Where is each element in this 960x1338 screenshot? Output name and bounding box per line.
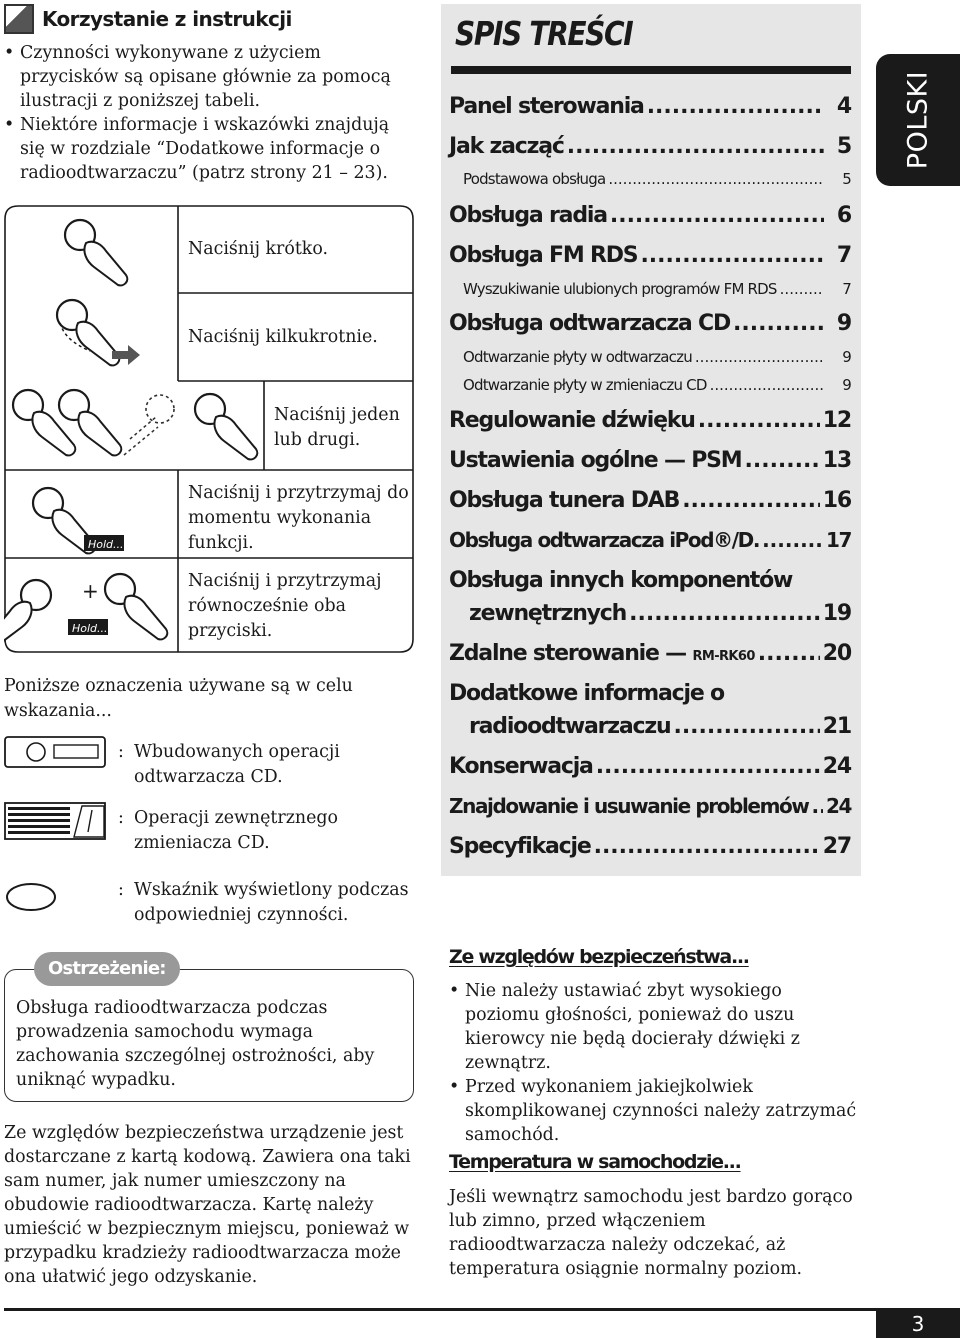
marker-colon: : — [118, 880, 124, 900]
marker-row — [4, 878, 414, 930]
toc-leader — [780, 280, 824, 298]
toc-entry-label: Odtwarzanie płyty w zmieniaczu CD — [463, 376, 707, 394]
marker-row — [4, 806, 414, 858]
finger-either-press-icon — [13, 390, 257, 459]
marker-colon: : — [118, 742, 124, 762]
toc-entry-label: Obsługa odtwarzacza CD — [449, 311, 731, 336]
toc-leader — [608, 170, 824, 188]
code-card-paragraph: Ze względów bezpieczeństwa urządzenie jest dostarczane z kartą kodową. Zawiera ona taki sam numer, jak numer umieszczony na obudowie radioodtwarzacza. Kartę należy umieścić w bezpiecznym miejscu, ponieważ w przypadku kradzieży radioodtwarzacza może ona ułatwić jego odzyskanie. — [4, 1123, 411, 1287]
toc-entry-continuation[interactable] — [469, 601, 851, 626]
toc-title: SPIS TREŚCI — [455, 14, 633, 53]
finger-repeat-press-icon — [57, 300, 140, 365]
finger-hold-icon — [33, 488, 127, 553]
toc-entry-label: Regulowanie dźwięku — [449, 408, 695, 433]
toc-entry[interactable] — [449, 311, 851, 336]
toc-subentry[interactable] — [463, 280, 851, 298]
indicator-oval-icon — [4, 882, 60, 914]
toc-entry-page: 7 — [842, 280, 851, 298]
toc-entry-page: 9 — [842, 376, 851, 394]
warning-text: Obsługa radioodtwarzacza podczas prowadzenia samochodu wymaga zachowania szczególnej ostrożności, aby uniknąć wypadku. — [16, 998, 375, 1090]
builtin-cd-icon — [4, 736, 108, 770]
toc-entry-label: Obsługa innych komponentów — [449, 568, 793, 593]
language-tab-label: POLSKI — [902, 70, 934, 170]
toc-entry-label: Podstawowa obsługa — [463, 170, 606, 188]
footer-rule — [4, 1308, 960, 1311]
toc-entry-page: 6 — [836, 203, 851, 228]
instruction-text: Naciśnij jeden lub drugi. — [274, 405, 400, 450]
toc-entry-page: 27 — [822, 834, 851, 859]
toc-subentry[interactable] — [463, 376, 851, 394]
safety-heading: Ze względów bezpieczeństwa... — [449, 946, 749, 968]
toc-leader — [682, 488, 820, 513]
toc-entry[interactable] — [449, 203, 851, 228]
usage-heading — [4, 4, 292, 34]
toc-entry-page: 24 — [825, 794, 851, 818]
toc-entry-label-main: Zdalne sterowanie — — [449, 641, 693, 666]
two-finger-hold-icon — [4, 574, 167, 645]
toc-entry[interactable] — [449, 641, 851, 666]
toc-entry-label: radioodtwarzaczu — [469, 714, 671, 739]
toc-entry-page: 17 — [825, 528, 851, 552]
toc-leader — [567, 134, 824, 159]
warning-badge: Ostrzeżenie: — [34, 952, 180, 986]
safety-bullet: • Przed wykonaniem jakiejkolwiek skomplikowanej czynności należy zatrzymać samochód. — [449, 1075, 859, 1147]
toc-entry-page: 16 — [822, 488, 851, 513]
toc-entry[interactable] — [449, 408, 851, 433]
toc-subentry[interactable] — [463, 348, 851, 366]
instruction-text: Naciśnij i przytrzymaj równocześnie oba przyciski. — [188, 571, 382, 641]
toc-entry-page: 9 — [842, 348, 851, 366]
temperature-heading: Temperatura w samochodzie... — [449, 1151, 741, 1173]
marker-colon: : — [118, 808, 124, 828]
marker-text: Wbudowanych operacji odtwarzacza CD. — [134, 742, 340, 787]
toc-leader — [594, 834, 820, 859]
toc-entry-label: Obsługa radia — [449, 203, 607, 228]
toc-entry-page: 9 — [836, 311, 851, 336]
instruction-text: Naciśnij krótko. — [188, 239, 329, 259]
toc-entry-page: 24 — [822, 754, 851, 779]
toc-entry-label: Panel sterowania — [449, 94, 644, 119]
toc-entry-label: Specyfikacje — [449, 834, 591, 859]
toc-entry-label: Ustawienia ogólne — PSM — [449, 448, 742, 473]
toc-entry[interactable] — [449, 754, 851, 779]
toc-entry-page: 13 — [822, 448, 851, 473]
instruction-text: Naciśnij kilkukrotnie. — [188, 327, 378, 347]
toc-entry[interactable] — [449, 794, 851, 818]
toc-entry-page: 7 — [836, 243, 851, 268]
temperature-text: Jeśli wewnątrz samochodu jest bardzo gorąco lub zimno, przed włączeniem radioodtwarzacza należy odczekać, aż temperatura osiągnie normalny poziom. — [449, 1187, 853, 1279]
toc-leader — [811, 794, 823, 818]
instruction-table — [4, 205, 414, 653]
usage-heading-title: Korzystanie z instrukcji — [42, 7, 292, 31]
toc-entry-page: 21 — [822, 714, 851, 739]
toc-entry-continuation[interactable] — [469, 714, 851, 739]
toc-entry-label — [449, 641, 755, 666]
toc-entry-label: Obsługa tunera DAB — [449, 488, 680, 513]
toc-leader — [733, 311, 824, 336]
toc-entry[interactable] — [449, 488, 851, 513]
toc-leader — [695, 348, 824, 366]
plus-sign: + — [82, 579, 99, 603]
marker-row — [4, 740, 414, 792]
toc-leader — [698, 408, 820, 433]
toc-entry-label: zewnętrznych — [469, 601, 627, 626]
hold-tag: Hold.... — [88, 538, 128, 551]
safety-bullet: • Nie należy ustawiać zbyt wysokiego poziomu głośności, ponieważ do uszu kierowcy nie będą docierały dźwięki z zewnątrz. — [449, 979, 859, 1075]
toc-subentry[interactable] — [463, 170, 851, 188]
toc-leader — [673, 714, 819, 739]
safety-list — [449, 979, 859, 1147]
toc-leader — [762, 528, 823, 552]
toc-entry-page: 20 — [822, 641, 851, 666]
toc-leader — [647, 94, 824, 119]
toc-entry-page: 5 — [836, 134, 851, 159]
intro-bullet: • Czynności wykonywane z użyciem przycisków są opisane głównie za pomocą ilustracji z poniższej tabeli. — [4, 41, 408, 113]
toc-entry[interactable] — [449, 681, 851, 706]
toc-entry-model: RM-RK60 — [692, 649, 755, 664]
toc-entry-label: Konserwacja — [449, 754, 593, 779]
toc-leader — [610, 203, 824, 228]
intro-list — [4, 41, 408, 185]
toc-leader — [629, 601, 820, 626]
toc-entry-label: Jak zacząć — [449, 134, 564, 159]
toc-leader — [640, 243, 824, 268]
toc-leader — [758, 641, 820, 666]
hold-tag: Hold.... — [72, 622, 112, 635]
instruction-text: Naciśnij i przytrzymaj do momentu wykonania funkcji. — [188, 483, 409, 553]
toc-entry[interactable] — [449, 568, 851, 593]
toc-entry-page: 12 — [822, 408, 851, 433]
toc-entry[interactable] — [449, 448, 851, 473]
page-number: 3 — [876, 1311, 960, 1338]
toc-entry-label: Wyszukiwanie ulubionych programów FM RDS — [463, 280, 777, 298]
toc-entry-label: Dodatkowe informacje o — [449, 681, 724, 706]
toc-entry[interactable] — [449, 834, 851, 859]
marker-text: Operacji zewnętrznego zmieniacza CD. — [134, 808, 338, 853]
toc-entry[interactable] — [449, 134, 851, 159]
language-tab — [876, 54, 960, 186]
toc-entry-label: Odtwarzanie płyty w odtwarzaczu — [463, 348, 692, 366]
marker-text: Wskaźnik wyświetlony podczas odpowiedniej czynności. — [134, 880, 409, 925]
external-changer-icon — [4, 802, 108, 842]
toc-entry-label: Znajdowanie i usuwanie problemów — [449, 794, 809, 818]
toc-entry-page: 4 — [836, 94, 851, 119]
toc-entry[interactable] — [449, 528, 851, 552]
toc-entry-label: Obsługa FM RDS — [449, 243, 638, 268]
finger-press-icon — [65, 220, 127, 285]
toc-entry[interactable] — [449, 243, 851, 268]
toc-leader — [745, 448, 820, 473]
markers-intro: Poniższe oznaczenia używane są w celu wskazania... — [4, 676, 353, 721]
toc-entry[interactable] — [449, 94, 851, 119]
toc-leader — [596, 754, 820, 779]
toc-leader — [710, 376, 824, 394]
toc-entry-label: Obsługa odtwarzacza iPod®/D. — [449, 528, 760, 552]
toc-rule — [451, 66, 851, 74]
intro-bullet: • Niektóre informacje i wskazówki znajdują się w rozdziale “Dodatkowe informacje o radioodtwarzaczu” (patrz strony 21 – 23). — [4, 113, 408, 185]
toc-entry-page: 5 — [842, 170, 851, 188]
toc-entry-page: 19 — [822, 601, 851, 626]
section-marker-icon — [4, 4, 34, 34]
